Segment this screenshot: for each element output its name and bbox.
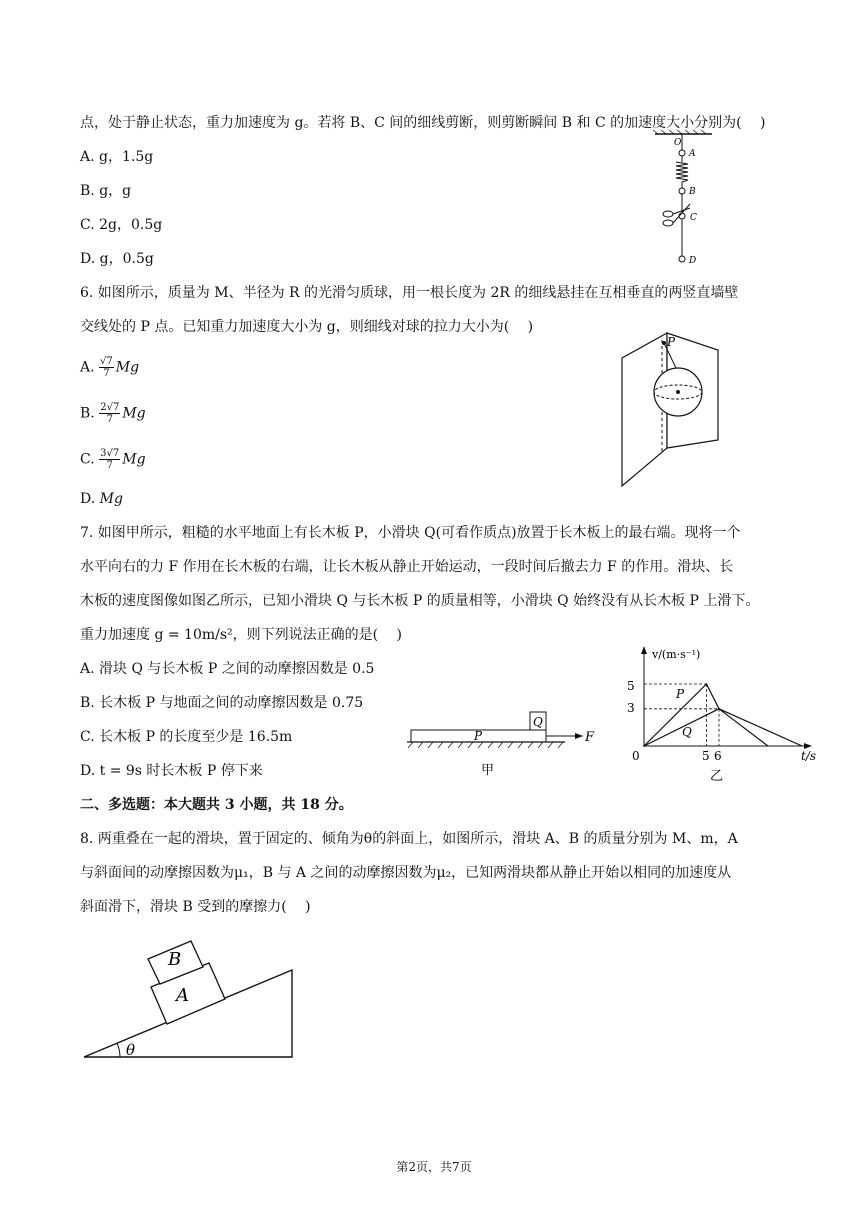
option-letter: B.	[80, 405, 95, 422]
q7-stem-line-1: 7. 如图甲所示，粗糙的水平地面上有长木板 P，小滑块 Q(可看作质点)放置于长木板上的最右端。现将一个	[80, 525, 741, 541]
q5-option-c: C. 2g，0.5g	[80, 217, 163, 233]
series-point-q-0	[643, 745, 645, 747]
q7-option-a: A. 滑块 Q 与长木板 P 之间的动摩擦因数是 0.5	[80, 661, 375, 677]
q7-option-b: B. 长木板 P 与地面之间的动摩擦因数是 0.75	[80, 695, 364, 711]
q7-stem-line-3: 木板的速度图像如图乙所示，已知小滑块 Q 与长木板 P 的质量相等，小滑块 Q 始终没有从长木板 P 上滑下。	[80, 593, 760, 609]
q8-stem-line-2: 与斜面间的动摩擦因数为μ₁，B 与 A 之间的动摩擦因数为μ₂，已知两滑块都从静止开始以相同的加速度从	[80, 865, 732, 881]
label-d: D	[689, 256, 697, 266]
origin-label: 0	[632, 749, 640, 763]
q5-option-d: D. g，0.5g	[80, 251, 154, 267]
label-o: O	[674, 138, 682, 148]
q6-option-a	[80, 356, 139, 379]
caption-jia: 甲	[481, 763, 495, 778]
fraction	[99, 356, 114, 379]
y-tick-5: 5	[627, 679, 635, 693]
theta-label: θ	[126, 1041, 136, 1059]
q7-stem-line-2: 水平向右的力 F 作用在长木板的右端，让长木板从静止开始运动，一段时间后撤去力 F 的作用。滑块、长	[80, 559, 734, 575]
block-q-label: Q	[533, 715, 543, 729]
q7-figure-jia	[405, 708, 605, 784]
option-letter: A.	[80, 359, 95, 376]
fraction-denominator: 7	[106, 460, 113, 471]
page-footer: 第2页，共7页	[396, 1160, 472, 1174]
y-tick-3: 3	[627, 701, 635, 715]
q8-incline-figure	[80, 935, 300, 1065]
q5-spring-figure	[650, 128, 720, 273]
q6-stem-line-2: 交线处的 P 点。已知重力加速度大小为 g，则细线对球的拉力大小为( )	[80, 319, 534, 335]
q6-ball-wall-figure	[612, 328, 724, 490]
fraction-numerator: √7	[100, 356, 113, 367]
q5-stem-tail: 点，处于静止状态，重力加速度为 g。若将 B、C 间的细线剪断，则剪断瞬间 B 和 C 的加速度大小分别为( )	[80, 115, 766, 131]
section-2-heading: 二、多选题：本大题共 3 小题，共 18 分。	[80, 797, 353, 813]
fraction-numerator: 2√7	[100, 402, 120, 413]
q7-option-c: C. 长木板 P 的长度至少是 16.5m	[80, 729, 293, 745]
q6-option-c	[80, 448, 146, 471]
fraction-numerator: 3√7	[100, 448, 120, 459]
option-letter: D.	[80, 491, 96, 507]
q8-stem-line-1: 8. 两重叠在一起的滑块，置于固定的、倾角为θ的斜面上，如图所示，滑块 A、B 的质量分别为 M、m，A	[80, 831, 738, 847]
option-tail: Mg	[122, 451, 146, 468]
option-tail: Mg	[115, 359, 140, 376]
label-p: P	[667, 335, 676, 349]
option-letter: C.	[80, 451, 95, 468]
block-b-label: B	[168, 949, 182, 970]
q6-option-b	[80, 402, 146, 425]
x-axis-label: t/s	[801, 749, 817, 763]
q7-vt-graph	[618, 640, 828, 785]
q6-option-d	[80, 490, 123, 508]
board-p-label: P	[474, 729, 483, 743]
series-point-p-1	[706, 683, 708, 685]
label-a: A	[689, 149, 696, 159]
label-b: B	[689, 187, 696, 197]
force-f-label: F	[585, 730, 595, 745]
caption-yi: 乙	[710, 769, 724, 784]
q8-stem-line-3: 斜面滑下，滑块 B 受到的摩擦力( )	[80, 899, 311, 915]
y-axis-label: v/(m·s⁻¹)	[652, 648, 701, 661]
q5-option-b: B. g，g	[80, 183, 132, 199]
fraction-denominator: 7	[106, 414, 113, 425]
fraction	[99, 402, 120, 425]
block-a-label: A	[176, 985, 189, 1006]
x-tick-5: 5	[702, 749, 710, 763]
series-p-label: P	[676, 687, 685, 701]
fraction	[99, 448, 120, 471]
q5-option-a: A. g，1.5g	[80, 149, 154, 165]
series-layer	[643, 683, 802, 747]
series-q-label: Q	[682, 725, 692, 739]
option-tail: Mg	[99, 491, 123, 507]
q6-stem-line-1: 6. 如图所示，质量为 M、半径为 R 的光滑匀质球，用一根长度为 2R 的细线悬挂在互相垂直的两竖直墙壁	[80, 285, 739, 301]
q7-stem-line-4: 重力加速度 g = 10m/s²，则下列说法正确的是( )	[80, 627, 403, 643]
label-c: C	[690, 213, 697, 223]
fraction-denominator: 7	[103, 368, 110, 379]
x-tick-6: 6	[714, 749, 722, 763]
q7-option-d: D. t = 9s 时长木板 P 停下来	[80, 763, 263, 779]
option-tail: Mg	[122, 405, 146, 422]
